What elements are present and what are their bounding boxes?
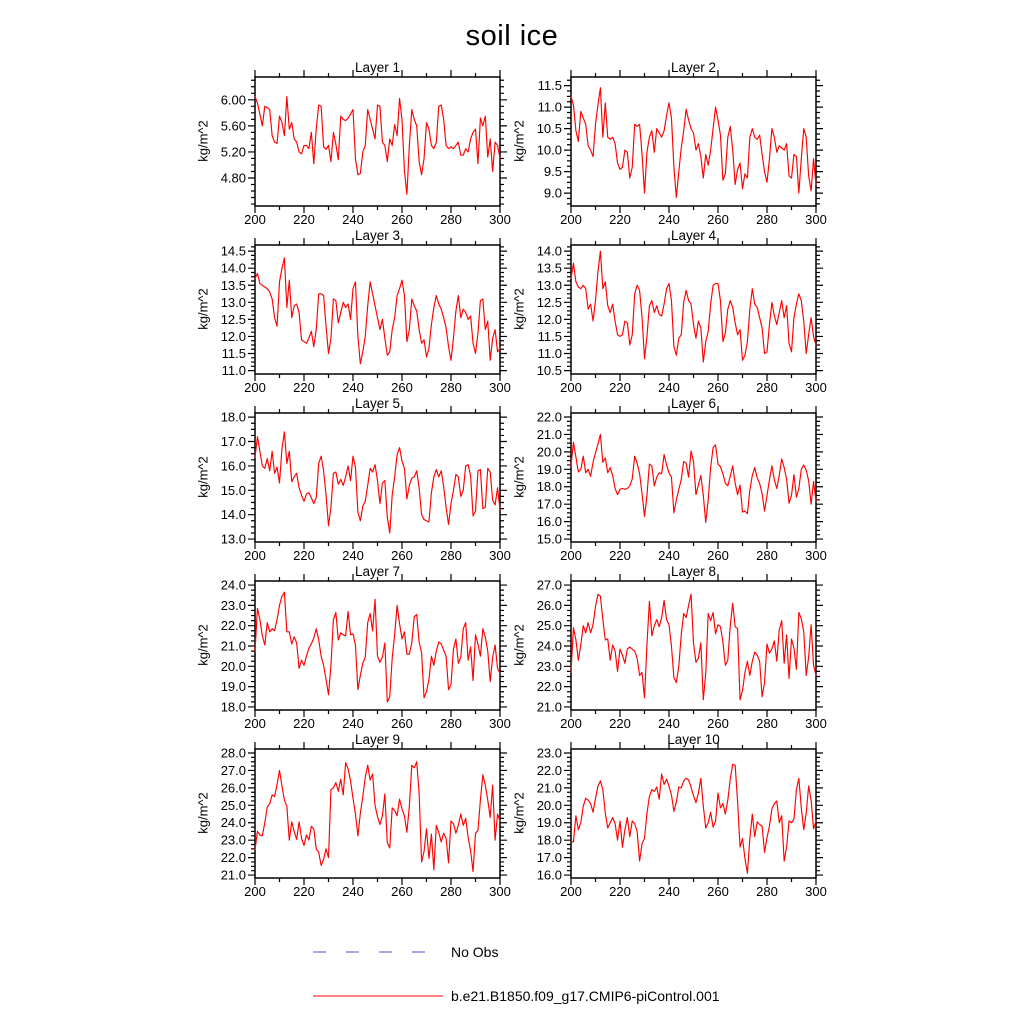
svg-text:260: 260	[391, 884, 413, 897]
svg-text:260: 260	[391, 716, 413, 729]
svg-text:22.0: 22.0	[536, 679, 562, 695]
svg-text:22.0: 22.0	[220, 618, 246, 634]
panel-layer-9	[195, 729, 515, 897]
svg-text:280: 280	[440, 884, 462, 897]
y-axis-label: kg/m^2	[511, 624, 527, 666]
svg-text:20.0: 20.0	[536, 797, 562, 813]
series-solid-line-swatch	[312, 990, 444, 1002]
svg-text:11.0: 11.0	[537, 346, 562, 362]
svg-text:220: 220	[609, 548, 631, 561]
svg-text:16.0: 16.0	[536, 514, 562, 530]
svg-text:240: 240	[658, 212, 680, 225]
chart-layer-2	[511, 57, 831, 225]
svg-text:23.0: 23.0	[536, 745, 562, 761]
svg-text:220: 220	[609, 884, 631, 897]
svg-text:260: 260	[707, 212, 729, 225]
legend-row-series	[312, 986, 720, 1006]
svg-text:18.0: 18.0	[220, 699, 246, 715]
svg-text:200: 200	[244, 884, 266, 897]
panel-layer-8	[511, 561, 831, 729]
no-obs-dashed-line-swatch	[312, 946, 444, 958]
svg-text:21.0: 21.0	[536, 699, 562, 715]
svg-text:300: 300	[805, 884, 827, 897]
svg-text:5.60: 5.60	[220, 118, 246, 134]
svg-text:220: 220	[293, 716, 315, 729]
svg-text:25.0: 25.0	[536, 618, 562, 634]
svg-text:21.0: 21.0	[536, 780, 562, 796]
svg-text:13.0: 13.0	[220, 294, 246, 310]
svg-text:17.0: 17.0	[220, 434, 246, 450]
panel-title: Layer 2	[670, 60, 717, 75]
svg-text:300: 300	[805, 212, 827, 225]
svg-text:200: 200	[560, 212, 582, 225]
svg-text:18.0: 18.0	[536, 832, 562, 848]
svg-text:280: 280	[440, 212, 462, 225]
svg-text:23.0: 23.0	[220, 832, 246, 848]
y-axis-label: kg/m^2	[195, 456, 211, 498]
y-axis-label: kg/m^2	[195, 624, 211, 666]
svg-text:300: 300	[489, 548, 511, 561]
svg-text:24.0: 24.0	[220, 577, 246, 593]
svg-text:240: 240	[658, 716, 680, 729]
chart-layer-3	[195, 225, 515, 393]
panel-title: Layer 10	[667, 732, 720, 747]
svg-text:200: 200	[244, 716, 266, 729]
svg-text:300: 300	[489, 212, 511, 225]
panel-layer-3	[195, 225, 515, 393]
svg-text:300: 300	[805, 380, 827, 393]
svg-text:220: 220	[609, 380, 631, 393]
svg-text:280: 280	[440, 380, 462, 393]
panel-title: Layer 5	[354, 396, 401, 411]
legend	[312, 942, 720, 1006]
panel-layer-1	[195, 57, 515, 225]
svg-text:12.5: 12.5	[536, 294, 562, 310]
svg-text:260: 260	[707, 716, 729, 729]
chart-layer-1	[195, 57, 515, 225]
svg-text:280: 280	[440, 716, 462, 729]
svg-text:17.0: 17.0	[536, 496, 562, 512]
svg-text:13.5: 13.5	[536, 260, 562, 276]
svg-text:240: 240	[342, 716, 364, 729]
svg-text:26.0: 26.0	[220, 780, 246, 796]
y-axis-label: kg/m^2	[195, 288, 211, 330]
y-axis-label: kg/m^2	[511, 456, 527, 498]
svg-text:14.5: 14.5	[220, 243, 246, 259]
svg-text:11.5: 11.5	[537, 78, 562, 94]
svg-text:27.0: 27.0	[220, 762, 246, 778]
svg-text:21.0: 21.0	[220, 638, 246, 654]
svg-text:200: 200	[560, 380, 582, 393]
panel-layer-5	[195, 393, 515, 561]
chart-layer-4	[511, 225, 831, 393]
svg-text:12.5: 12.5	[220, 311, 246, 327]
svg-text:280: 280	[756, 548, 778, 561]
svg-text:12.0: 12.0	[536, 311, 562, 327]
svg-text:21.0: 21.0	[536, 426, 562, 442]
svg-text:11.5: 11.5	[537, 328, 562, 344]
svg-text:24.0: 24.0	[536, 638, 562, 654]
legend-row-no-obs	[312, 942, 720, 962]
svg-text:220: 220	[293, 212, 315, 225]
legend-label-series: b.e21.B1850.f09_g17.CMIP6-piControl.001	[451, 988, 720, 1004]
panel-layer-10	[511, 729, 831, 897]
y-axis-label: kg/m^2	[511, 792, 527, 834]
svg-text:12.0: 12.0	[220, 328, 246, 344]
svg-text:15.0: 15.0	[536, 531, 562, 547]
svg-text:300: 300	[805, 716, 827, 729]
svg-text:5.20: 5.20	[220, 144, 246, 160]
svg-text:280: 280	[756, 212, 778, 225]
svg-text:19.0: 19.0	[220, 679, 246, 695]
page-title: soil ice	[465, 20, 559, 52]
svg-text:200: 200	[560, 716, 582, 729]
svg-text:300: 300	[489, 884, 511, 897]
svg-text:18.0: 18.0	[220, 409, 246, 425]
svg-text:260: 260	[391, 212, 413, 225]
svg-text:240: 240	[658, 548, 680, 561]
panel-title: Layer 1	[354, 60, 401, 75]
svg-text:220: 220	[293, 380, 315, 393]
svg-text:10.5: 10.5	[536, 363, 562, 379]
panel-layer-7	[195, 561, 515, 729]
svg-text:11.0: 11.0	[537, 99, 562, 115]
chart-layer-10	[511, 729, 831, 897]
svg-text:11.0: 11.0	[221, 363, 246, 379]
svg-text:16.0: 16.0	[220, 458, 246, 474]
svg-text:20.0: 20.0	[220, 658, 246, 674]
svg-text:13.0: 13.0	[536, 277, 562, 293]
panel-title: Layer 9	[354, 732, 401, 747]
svg-text:280: 280	[756, 716, 778, 729]
chart-layer-9	[195, 729, 515, 897]
svg-text:220: 220	[609, 716, 631, 729]
svg-text:240: 240	[342, 884, 364, 897]
chart-layer-8	[511, 561, 831, 729]
svg-text:9.0: 9.0	[543, 185, 562, 201]
svg-text:19.0: 19.0	[536, 815, 562, 831]
y-axis-label: kg/m^2	[195, 120, 211, 162]
panel-title: Layer 3	[354, 228, 401, 243]
svg-text:11.5: 11.5	[221, 346, 246, 362]
svg-text:9.5: 9.5	[543, 164, 562, 180]
svg-text:21.0: 21.0	[220, 867, 246, 883]
svg-text:25.0: 25.0	[220, 797, 246, 813]
svg-text:260: 260	[391, 380, 413, 393]
chart-layer-6	[511, 393, 831, 561]
svg-text:22.0: 22.0	[536, 762, 562, 778]
svg-text:260: 260	[391, 548, 413, 561]
svg-text:240: 240	[342, 212, 364, 225]
svg-text:6.00: 6.00	[220, 92, 246, 108]
svg-text:17.0: 17.0	[536, 850, 562, 866]
svg-text:10.5: 10.5	[536, 121, 562, 137]
svg-text:200: 200	[244, 548, 266, 561]
svg-text:280: 280	[756, 884, 778, 897]
svg-text:260: 260	[707, 380, 729, 393]
svg-text:23.0: 23.0	[220, 597, 246, 613]
svg-text:240: 240	[342, 548, 364, 561]
svg-text:16.0: 16.0	[536, 867, 562, 883]
svg-text:280: 280	[440, 548, 462, 561]
svg-text:14.0: 14.0	[220, 507, 246, 523]
panel-title: Layer 6	[670, 396, 717, 411]
panel-title: Layer 8	[670, 564, 717, 579]
svg-text:20.0: 20.0	[536, 444, 562, 460]
svg-text:22.0: 22.0	[220, 850, 246, 866]
svg-text:220: 220	[293, 884, 315, 897]
svg-text:300: 300	[805, 548, 827, 561]
svg-text:200: 200	[560, 548, 582, 561]
svg-text:240: 240	[658, 884, 680, 897]
legend-label-no-obs: No Obs	[451, 944, 499, 960]
svg-text:15.0: 15.0	[220, 482, 246, 498]
svg-text:240: 240	[658, 380, 680, 393]
svg-text:240: 240	[342, 380, 364, 393]
svg-text:220: 220	[293, 548, 315, 561]
svg-text:23.0: 23.0	[536, 658, 562, 674]
svg-text:220: 220	[609, 212, 631, 225]
svg-text:22.0: 22.0	[536, 409, 562, 425]
svg-text:300: 300	[489, 380, 511, 393]
svg-text:13.0: 13.0	[220, 531, 246, 547]
panel-layer-4	[511, 225, 831, 393]
y-axis-label: kg/m^2	[511, 120, 527, 162]
svg-text:260: 260	[707, 884, 729, 897]
svg-text:200: 200	[244, 380, 266, 393]
panel-title: Layer 4	[670, 228, 717, 243]
svg-text:280: 280	[756, 380, 778, 393]
svg-text:24.0: 24.0	[220, 815, 246, 831]
svg-text:10.0: 10.0	[536, 142, 562, 158]
svg-text:27.0: 27.0	[536, 577, 562, 593]
svg-text:18.0: 18.0	[536, 479, 562, 495]
y-axis-label: kg/m^2	[195, 792, 211, 834]
svg-text:14.0: 14.0	[220, 260, 246, 276]
y-axis-label: kg/m^2	[511, 288, 527, 330]
svg-text:28.0: 28.0	[220, 745, 246, 761]
panel-title: Layer 7	[354, 564, 401, 579]
svg-text:260: 260	[707, 548, 729, 561]
panel-layer-6	[511, 393, 831, 561]
svg-text:200: 200	[244, 212, 266, 225]
svg-text:200: 200	[560, 884, 582, 897]
svg-text:14.0: 14.0	[536, 243, 562, 259]
svg-text:19.0: 19.0	[536, 461, 562, 477]
svg-text:26.0: 26.0	[536, 597, 562, 613]
svg-text:300: 300	[489, 716, 511, 729]
svg-text:13.5: 13.5	[220, 277, 246, 293]
svg-text:4.80: 4.80	[220, 170, 246, 186]
chart-layer-5	[195, 393, 515, 561]
panel-layer-2	[511, 57, 831, 225]
chart-layer-7	[195, 561, 515, 729]
